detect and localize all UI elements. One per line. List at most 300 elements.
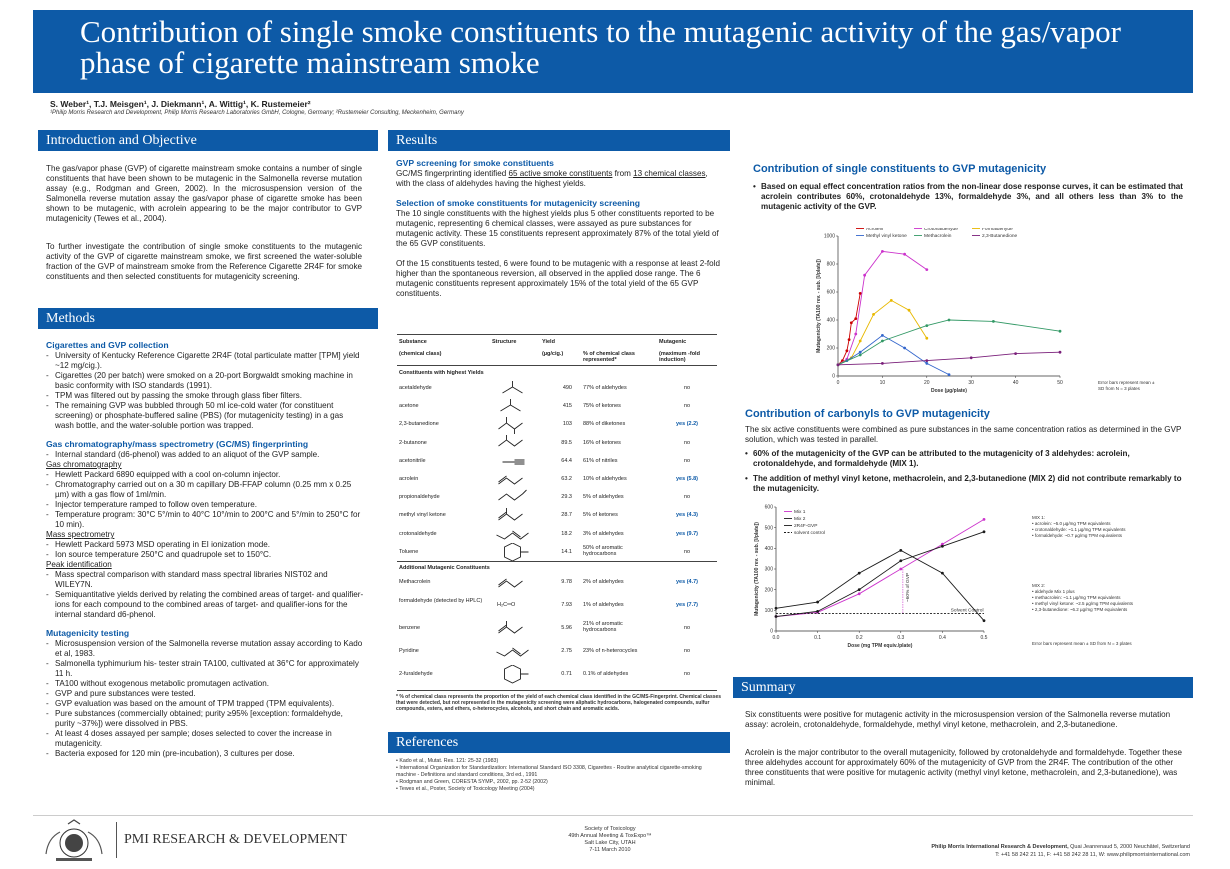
reference-item: • Rodgman and Green, CORESTA SYMP., 2002, pp. 2-52 (2002) <box>396 779 548 785</box>
chart1-note: Error bars represent mean ± SD from N = 3 plates <box>1098 380 1155 391</box>
data-point <box>858 572 861 575</box>
percent-annotation: ~60% of GVP <box>906 572 912 603</box>
legend-label: Mix 2 <box>794 517 806 522</box>
gvp-text-underline-2: 13 chemical classes <box>633 169 706 178</box>
y-tick-label: 1000 <box>823 233 835 240</box>
gcms-heading: Gas chromatography/mass spectrometry (GC/MS) fingerprinting <box>46 439 309 449</box>
legend-label: Methyl vinyl ketone <box>866 234 907 239</box>
affiliations: ¹Philip Morris Research and Development, Philip Morris Research Laboratories GmbH, Cologne, Germany; ²Rustemeier Consulting, Meckenheim, Germany <box>50 110 464 116</box>
data-point <box>872 313 875 316</box>
data-point <box>925 337 928 340</box>
cell-mutagenic: no <box>683 494 691 501</box>
cell-mutagenic: no <box>683 625 691 631</box>
list-item: - Ion source temperature 250°C and quadrupole set to 150°C. <box>46 550 364 560</box>
data-point <box>948 319 951 322</box>
x-axis-label: Dose (µg/plate) <box>931 388 967 394</box>
cell-substance: benzene <box>399 625 421 631</box>
footer-rule <box>33 815 1193 816</box>
footer-address <box>850 844 1190 850</box>
cell-pct: 77% of aldehydes <box>583 385 627 391</box>
cell-pct: 16% of ketones <box>583 439 621 446</box>
mix1-heading: MIX 1: <box>1032 515 1046 520</box>
carbonyls-bullet-1 <box>745 449 1185 469</box>
references-heading: References <box>388 732 730 753</box>
molecule-structure <box>492 415 537 435</box>
peak-label: Peak identification <box>46 560 112 569</box>
mix2-item: • aldehyde Mix 1 plus <box>1032 589 1075 594</box>
cell-pct: 23% of n-heterocycles <box>583 648 638 654</box>
data-point <box>858 592 861 595</box>
cell-substance: 2-butanone <box>399 439 427 446</box>
carbonyls-bullet-2 <box>745 474 1185 494</box>
constituents-table <box>397 334 717 690</box>
molecule-structure <box>492 397 537 417</box>
gvp-screening-heading: GVP screening for smoke constituents <box>396 158 554 168</box>
cell-yield: 2.75 <box>561 648 572 654</box>
y-tick-label: 100 <box>764 608 773 615</box>
data-point <box>859 354 862 357</box>
data-point <box>858 588 861 591</box>
x-tick-label: 20 <box>924 380 930 386</box>
cell-mutagenic: yes (5.8) <box>675 476 698 482</box>
cell-mutagenic: no <box>683 548 691 555</box>
mix2-item: • methacrolein: ~1.1 µg/mg TPM equivalents <box>1032 595 1121 600</box>
data-point <box>1059 351 1062 354</box>
cigarettes-heading: Cigarettes and GVP collection <box>46 340 169 350</box>
cell-yield: 103 <box>562 421 572 428</box>
legend-label: Methacrolein <box>924 234 952 239</box>
molecule-structure <box>492 525 537 545</box>
cell-substance: acrolein <box>399 476 419 482</box>
data-point <box>899 568 902 571</box>
cell-yield: 63.2 <box>561 476 572 482</box>
y-tick-label: 0 <box>832 373 835 380</box>
list-item: - TA100 without exogenous metabolic promutagen activation. <box>46 679 364 689</box>
table-row <box>397 470 717 490</box>
data-point <box>881 362 884 365</box>
footer-divider <box>116 822 117 858</box>
cell-mutagenic: no <box>683 385 691 391</box>
solvent-control-annotation: Solvent Control <box>950 608 984 614</box>
cell-mutagenic: no <box>683 457 691 464</box>
table-row <box>397 596 717 616</box>
data-point <box>925 362 928 365</box>
group-additional: Additional Mutagenic Constituents <box>399 565 490 571</box>
list-item: - Temperature program: 30°C 5°/min to 40°C 10°/min to 200°C and 5°/min to 250°C for 10 min). <box>46 510 364 530</box>
list-item: - Semiquantitative yields derived by relating the combined areas of target- and qualifier-ions for each compound to the combined areas of target- and qualifier-ions for the internal standard d6-phenol. <box>46 590 364 620</box>
th-class: (chemical class) <box>399 351 442 357</box>
mix2-item: • 2,3-butanedione: ~6.2 µg/mg TPM equivalents <box>1032 607 1128 612</box>
data-point <box>881 334 884 337</box>
meeting-line: Salt Lake City, UTAH <box>584 840 636 846</box>
cell-mutagenic: yes (4.7) <box>675 579 698 585</box>
data-point <box>983 530 986 533</box>
selection-heading: Selection of smoke constituents for mutagenicity screening <box>396 198 641 208</box>
data-point <box>908 309 911 312</box>
series-line <box>838 300 927 364</box>
cell-pct: 1% of aldehydes <box>583 602 624 608</box>
data-point <box>903 347 906 350</box>
data-point <box>775 615 778 618</box>
list-item: - Injector temperature ramped to follow oven temperature. <box>46 500 364 510</box>
cell-substance: 2,3-butanedione <box>399 421 439 428</box>
cell-yield: 18.2 <box>561 530 572 537</box>
data-point <box>881 250 884 253</box>
mix1-list <box>1032 521 1182 539</box>
molecule-structure <box>492 488 537 508</box>
data-point <box>1014 352 1017 355</box>
cell-pct: 5% of ketones <box>583 512 618 519</box>
table-bottom-rule <box>397 690 717 691</box>
carbonyls-b1-text: 60% of the mutagenicity of the GVP can be attributed to the mutagenicity of 3 aldehydes: acrolein, crotonaldehyde, and formaldehyde (MIX 1). <box>753 449 1130 468</box>
table-row <box>397 506 717 526</box>
mix2-heading: MIX 2: <box>1032 583 1046 588</box>
cell-yield: 89.5 <box>561 439 572 446</box>
molecule-structure <box>492 452 537 472</box>
th-yield: Yield <box>542 339 555 345</box>
summary-para-1: Six constituents were positive for mutagenic activity in the microsuspension version of the Salmonella reverse mutation assay: acrolein, crotonaldehyde, formaldehyde, methyl vinyl ketone, methacrolein, and 2,3-butanedione. <box>745 710 1171 729</box>
cell-mutagenic: yes (2.2) <box>675 421 698 428</box>
bullet-dot: • <box>745 449 748 458</box>
single-text: Based on equal effect concentration ratios from the non-linear dose response curves, it can be estimated that acrolein contributes 60%, crotonaldehyde 13%, formaldehyde 3%, and all others less than 3% to the mutagenic activity of the GVP. <box>761 182 1183 211</box>
table-row <box>397 573 717 593</box>
data-point <box>992 320 995 323</box>
molecule-structure <box>492 434 537 454</box>
series-line <box>838 352 1060 365</box>
references-list <box>396 758 722 793</box>
y-tick-label: 500 <box>764 525 773 532</box>
data-point <box>890 299 893 302</box>
cell-mutagenic: yes (7.7) <box>675 602 698 608</box>
table-row <box>397 619 717 639</box>
list-item: - Bacteria exposed for 120 min (pre-incubation), 3 cultures per dose. <box>46 749 364 759</box>
bullet-dot: • <box>745 474 748 483</box>
x-tick-label: 0.0 <box>772 635 780 641</box>
cell-structure: H₂C═O <box>497 602 516 608</box>
table-header-rule <box>397 365 717 366</box>
molecule-structure <box>492 506 537 526</box>
cell-mutagenic: no <box>683 648 691 654</box>
mutagenicity-list <box>46 639 364 759</box>
meeting-line: 7-11 March 2010 <box>589 847 631 853</box>
cell-yield: 9.78 <box>561 579 572 585</box>
list-item: - Microsuspension version of the Salmonella reverse mutation assay according to Kado et al, 1983. <box>46 639 364 659</box>
cell-substance: formaldehyde (detected by HPLC) <box>399 598 483 604</box>
data-point <box>881 340 884 343</box>
table-row <box>397 642 717 662</box>
peak-list <box>46 570 364 620</box>
footer-brand: PMI RESEARCH & DEVELOPMENT <box>124 832 347 847</box>
data-point <box>925 359 928 362</box>
data-point <box>859 292 862 295</box>
legend-label: solvent control <box>794 531 825 536</box>
cell-pct: 2% of aldehydes <box>583 579 624 585</box>
cell-pct: 3% of aldehydes <box>583 530 624 537</box>
y-axis-label: Mutagenicity (TA100 rev. - sub. [I/plate]) <box>754 522 760 616</box>
mutagenicity-heading: Mutagenicity testing <box>46 628 130 638</box>
data-point <box>854 317 857 320</box>
x-tick-label: 50 <box>1057 380 1063 386</box>
list-item: - University of Kentucky Reference Cigarette 2R4F (total particulate matter [TPM] yield ~12 mg/cig.). <box>46 351 364 371</box>
th-structure: Structure <box>492 339 517 345</box>
gc-label: Gas chromatography <box>46 460 122 469</box>
x-tick-label: 30 <box>968 380 974 386</box>
mix-chart <box>750 500 1000 660</box>
series-line <box>838 335 949 374</box>
th-mut-fold: (maximum -fold induction) <box>659 351 700 363</box>
data-point <box>925 324 928 327</box>
cell-substance: Pyridine <box>399 648 419 654</box>
x-tick-label: 10 <box>879 380 886 386</box>
y-tick-label: 600 <box>764 504 773 511</box>
cell-substance: methyl vinyl ketone <box>399 512 446 519</box>
table-row <box>397 434 717 454</box>
results-body <box>396 158 724 299</box>
group-highest-yields: Constituents with highest Yields <box>399 370 484 376</box>
list-item: - GVP and pure substances were tested. <box>46 689 364 699</box>
cell-substance: acetone <box>399 403 419 410</box>
table-group-rule <box>397 561 717 562</box>
mix2-item: • methyl vinyl ketone: ~2.5 µg/mg TPM equivalents <box>1032 601 1134 606</box>
meeting-line: 49th Annual Meeting & ToxExpo™ <box>568 833 652 839</box>
x-tick-label: 40 <box>1012 380 1019 386</box>
list-item: - Hewlett Packard 5973 MSD operating in EI ionization mode. <box>46 540 364 550</box>
methods-body <box>46 340 364 759</box>
list-item: - The remaining GVP was bubbled through 50 ml ice-cold water (for constituent screening) or phosphate-buffered saline (PBS) (for mutagenicity testing) in a gas wash bottle, and the water-soluble portion was trapped. <box>46 401 364 431</box>
data-point <box>941 572 944 575</box>
cell-yield: 5.96 <box>561 625 572 631</box>
series-line <box>838 320 1060 365</box>
x-tick-label: 0.2 <box>855 635 863 641</box>
ms-list <box>46 540 364 560</box>
selection-text-2: Of the 15 constituents tested, 6 were found to be mutagenic with a response at least 2-fold higher than the spontaneous reversion, all observed in the applied dose range. The 6 mutagenic constituents represent approximately 15% of the total yield of the 65 GVP constituents. <box>396 259 720 298</box>
th-yield-unit: (µg/cig.) <box>542 351 564 357</box>
cell-yield: 490 <box>562 385 572 391</box>
list-item: - GVP evaluation was based on the amount of TPM trapped (TPM equivalents). <box>46 699 364 709</box>
carbonyls-text: The six active constituents were combined as pure substances in the same concentration ratios as determined in the GVP solution, which was tested in parallel. <box>745 425 1182 444</box>
gc-list <box>46 470 364 530</box>
authors: S. Weber¹, T.J. Meisgen¹, J. Diekmann¹, A. Wittig¹, K. Rustemeier² <box>50 99 311 109</box>
cell-pct: 75% of ketones <box>583 403 621 410</box>
meeting-line: Society of Toxicology <box>584 826 636 832</box>
chart2-note: Error bars represent mean ± SD from N = 3 plates <box>1032 641 1132 646</box>
table-row <box>397 397 717 417</box>
poster-title: Contribution of single smoke constituents to the mutagenic activity of the gas/vapor phase of cigarette mainstream smoke <box>80 14 1121 80</box>
data-point <box>850 321 853 324</box>
list-item: - Chromatography carried out on a 30 m capillary DB-FFAP column (0.25 mm x 0.25 µm) with a gas flow of 1ml/min. <box>46 480 364 500</box>
molecule-structure <box>492 665 537 685</box>
data-point <box>859 351 862 354</box>
intro-heading: Introduction and Objective <box>38 130 378 151</box>
cell-pct: 61% of nitriles <box>583 457 618 464</box>
cell-yield: 64.4 <box>561 457 572 464</box>
single-constituents-heading: Contribution of single constituents to GVP mutagenicity <box>753 163 1047 175</box>
cell-mutagenic: no <box>683 439 691 446</box>
mix1-item: • formaldehyde: ~0.7 µg/mg TPM equivalents <box>1032 533 1123 538</box>
mix1-item: • acrolein: ~5.0 µg/mg TPM equivalents <box>1032 521 1111 526</box>
ms-label: Mass spectrometry <box>46 530 115 539</box>
y-tick-label: 200 <box>826 345 835 352</box>
summary-para-2: Acrolein is the major contributor to the overall mutagenicity, followed by crotonaldehyde and formaldehyde. Together these three aldehydes account for approximately 60% of the mutagenicity of GVP from the 2R4F. The contribution of the other three constituents that were positive for mutagenic activity (methyl vinyl ketone, methacrolein, and 2,3-butanedione), was minimal. <box>745 748 1183 787</box>
legend-label: Crotonaldehyde <box>924 228 958 232</box>
data-point <box>925 268 928 271</box>
legend-label: Mix 1 <box>794 510 806 515</box>
data-point <box>837 363 840 366</box>
legend-label: 2,3-Butanedione <box>982 234 1018 239</box>
table-row <box>397 488 717 508</box>
address-org: Philip Morris International Research & Development, <box>931 844 1069 850</box>
list-item: - Mass spectral comparison with standard mass spectral libraries NIST02 and WILEY7N. <box>46 570 364 590</box>
cell-pct: 0.1% of aldehydes <box>583 671 629 677</box>
y-tick-label: 200 <box>764 587 773 594</box>
gvp-text-2: from <box>614 169 631 178</box>
cell-substance: acetonitrile <box>399 457 426 464</box>
meeting-info <box>560 826 660 854</box>
bullet-dot: • <box>753 182 756 191</box>
cell-substance: acetaldehyde <box>399 385 432 391</box>
gvp-text-1: GC/MS fingerprinting identified <box>396 169 507 178</box>
list-item: - At least 4 doses assayed per sample; doses selected to cover the increase in mutagenicity. <box>46 729 364 749</box>
molecule-structure <box>492 619 537 639</box>
cell-substance: propionaldehyde <box>399 494 440 501</box>
gvp-screening-text <box>396 169 724 189</box>
reference-item: • Kado et al., Mutat. Res. 121: 25-32 (1983) <box>396 758 499 764</box>
table-footnote: * % of chemical class represents the proportion of the yield of each chemical class identified in the GC/MS-Fingerprint. Chemical classes that were detected, but not represented in the mutagenicity screening were aliphatic hydrocarbons, halogenated compounds, sulfur compounds, esters, and ethers, o-heterocycles, alcohols, and short chain and aromatic acids. <box>396 694 722 712</box>
data-point <box>1059 330 1062 333</box>
intro-para-2: To further investigate the contribution of single smoke constituents to the mutagenic activity of the GVP of cigarette mainstream smoke, we first screened the water-soluble fraction of the GVP of mainstream smoke from the Reference Cigarette 2R4F for smoke constituents and then selected constituents for mutagenicity screening. <box>46 242 362 281</box>
series-line <box>838 251 927 364</box>
pmi-crest-logo <box>38 818 110 864</box>
table-row <box>397 665 717 685</box>
molecule-structure <box>492 642 537 662</box>
gvp-text-3: , with the class of aldehydes having the highest yields. <box>396 169 708 188</box>
x-tick-label: 0.3 <box>897 635 905 641</box>
mix1-legend <box>1032 515 1182 539</box>
reference-item: • International Organization for Standardization: International Standard ISO 3308, Cigarettes - Routine analytical cigarette-smoking machine - Definitions and standard conditions, 3rd ed., 1991 <box>396 765 702 778</box>
cell-pct: 88% of diketones <box>583 421 626 428</box>
data-point <box>983 619 986 622</box>
cell-pct: 21% of aromatic hydrocarbons <box>583 621 623 633</box>
data-point <box>848 338 851 341</box>
molecule-structure <box>492 379 537 399</box>
selection-text: The 10 single constituents with the highest yields plus 5 other constituents reported to be mutagenic, representing 6 chemical classes, were assayed as pure substances for mutagenic activity. These 15 constituents represent approximately 87% of the total yield of the 65 GVP constituents. <box>396 209 719 248</box>
mix2-list <box>1032 589 1182 613</box>
data-point <box>899 549 902 552</box>
data-point <box>948 373 951 376</box>
cell-substance: crotonaldehyde <box>399 530 437 537</box>
cell-mutagenic: yes (4.3) <box>675 512 698 519</box>
molecule-structure <box>492 573 537 593</box>
cell-pct: 10% of aldehydes <box>583 476 627 482</box>
list-item: - Cigarettes (20 per batch) were smoked on a 20-port Borgwaldt smoking machine in basic conformity with ISO standards (1991). <box>46 371 364 391</box>
footer-contact: T: +41 58 242 21 11, F: +41 58 242 28 11, W: www.philipmorrisinternational.com <box>995 852 1190 858</box>
table-row <box>397 415 717 435</box>
cell-yield: 29.3 <box>561 494 572 501</box>
cell-pct: 5% of aldehydes <box>583 494 624 501</box>
cell-mutagenic: no <box>683 403 691 410</box>
y-tick-label: 0 <box>770 628 773 635</box>
y-tick-label: 600 <box>826 289 835 296</box>
data-point <box>863 274 866 277</box>
th-substance: Substance <box>399 339 427 345</box>
x-tick-label: 0.1 <box>814 635 822 641</box>
intro-para-1: The gas/vapor phase (GVP) of cigarette mainstream smoke contains a number of single constituents that have been shown to be mutagenic in the Salmonella reverse mutation assay (e.g., Rodgman and Green, 2002). In the microsuspension version of the Salmonella reverse mutation assay the gas/vapor phase of cigarette smoke has been shown to be mutagenic, with acrolein appearing to be the major contributor to GVP mutagenicity (Tewes et al., 2004). <box>46 164 362 223</box>
data-point <box>941 545 944 548</box>
table-row <box>397 452 717 472</box>
table-row <box>397 525 717 545</box>
methods-heading: Methods <box>38 308 378 329</box>
list-item: - Salmonella typhimurium his- tester strain TA100, cultivated at 36°C for approximately 11 h. <box>46 659 364 679</box>
cell-yield: 7.93 <box>561 602 572 608</box>
single-constituents-text <box>753 182 1183 212</box>
cell-yield: 28.7 <box>561 512 572 519</box>
cell-substance: 2-furaldehyde <box>399 671 433 677</box>
cell-yield: 14.1 <box>561 548 572 555</box>
data-point <box>854 333 857 336</box>
address-line-1: Quai Jeanrenaud 5, 2000 Neuchâtel, Switzerland <box>1068 844 1190 850</box>
legend-label: Formaldehyde <box>982 228 1013 232</box>
cell-pct: 50% of aromatic hydrocarbons <box>583 544 623 557</box>
table-row <box>397 543 717 563</box>
data-point <box>983 518 986 521</box>
results-heading: Results <box>388 130 730 151</box>
cell-mutagenic: yes (9.7) <box>675 530 698 537</box>
carbonyls-heading: Contribution of carbonyls to GVP mutagenicity <box>745 408 990 420</box>
y-tick-label: 300 <box>764 566 773 573</box>
data-point <box>970 356 973 359</box>
data-point <box>859 340 862 343</box>
cell-yield: 0.71 <box>561 671 572 677</box>
data-point <box>903 253 906 256</box>
gcms-list <box>46 450 364 460</box>
x-tick-label: 0.4 <box>938 635 946 641</box>
x-tick-label: 0 <box>836 380 840 386</box>
data-point <box>899 559 902 562</box>
legend-label: Acrolein <box>866 228 884 232</box>
molecule-structure <box>492 543 537 563</box>
cigarettes-list <box>46 351 364 431</box>
gvp-text-underline-1: 65 active smoke constituents <box>508 169 613 178</box>
summary-heading: Summary <box>733 677 1193 698</box>
x-tick-label: 0.5 <box>980 635 988 641</box>
list-item: - Pure substances (commercially obtained; purity ≥95% [exception: formaldehyde, purity ~37%]) were dissolved in PBS. <box>46 709 364 729</box>
mix2-legend <box>1032 583 1182 613</box>
y-tick-label: 400 <box>764 546 773 553</box>
y-tick-label: 800 <box>826 261 835 268</box>
list-item: - TPM was filtered out by passing the smoke through glass fiber filters. <box>46 391 364 401</box>
mix1-item: • crotonaldehyde: ~1.1 µg/mg TPM equivalents <box>1032 527 1126 532</box>
cell-substance: Methacrolein <box>399 579 431 585</box>
carbonyls-b2-text: The addition of methyl vinyl ketone, methacrolein, and 2,3-butanedione (MIX 2) did not contribute remarkably to the mutagenicity. <box>753 474 1182 493</box>
th-pct: % of chemical class represented* <box>583 351 635 363</box>
reference-item: • Tewes et al., Poster, Society of Toxicology Meeting (2004) <box>396 786 535 792</box>
cell-mutagenic: no <box>683 671 691 677</box>
legend-label: 2R4F-GVP <box>794 524 818 529</box>
data-point <box>845 349 848 352</box>
molecule-structure <box>492 470 537 490</box>
th-mutagenic: Mutagenic <box>659 339 687 345</box>
table-row <box>397 379 717 399</box>
list-item: - Internal standard (d6-phenol) was added to an aliquot of the GVP sample. <box>46 450 364 460</box>
data-point <box>775 607 778 610</box>
y-axis-label: Mutagenicity (TA100 rev. - sub. [I/plate]) <box>816 259 822 353</box>
single-constituents-chart <box>790 228 1080 400</box>
x-axis-label: Dose (mg TPM equiv./plate) <box>847 643 913 649</box>
y-tick-label: 400 <box>826 317 835 324</box>
cell-substance: Toluene <box>399 548 419 555</box>
data-point <box>816 610 819 613</box>
list-item: - Hewlett Packard 6890 equipped with a cool on-column injector. <box>46 470 364 480</box>
